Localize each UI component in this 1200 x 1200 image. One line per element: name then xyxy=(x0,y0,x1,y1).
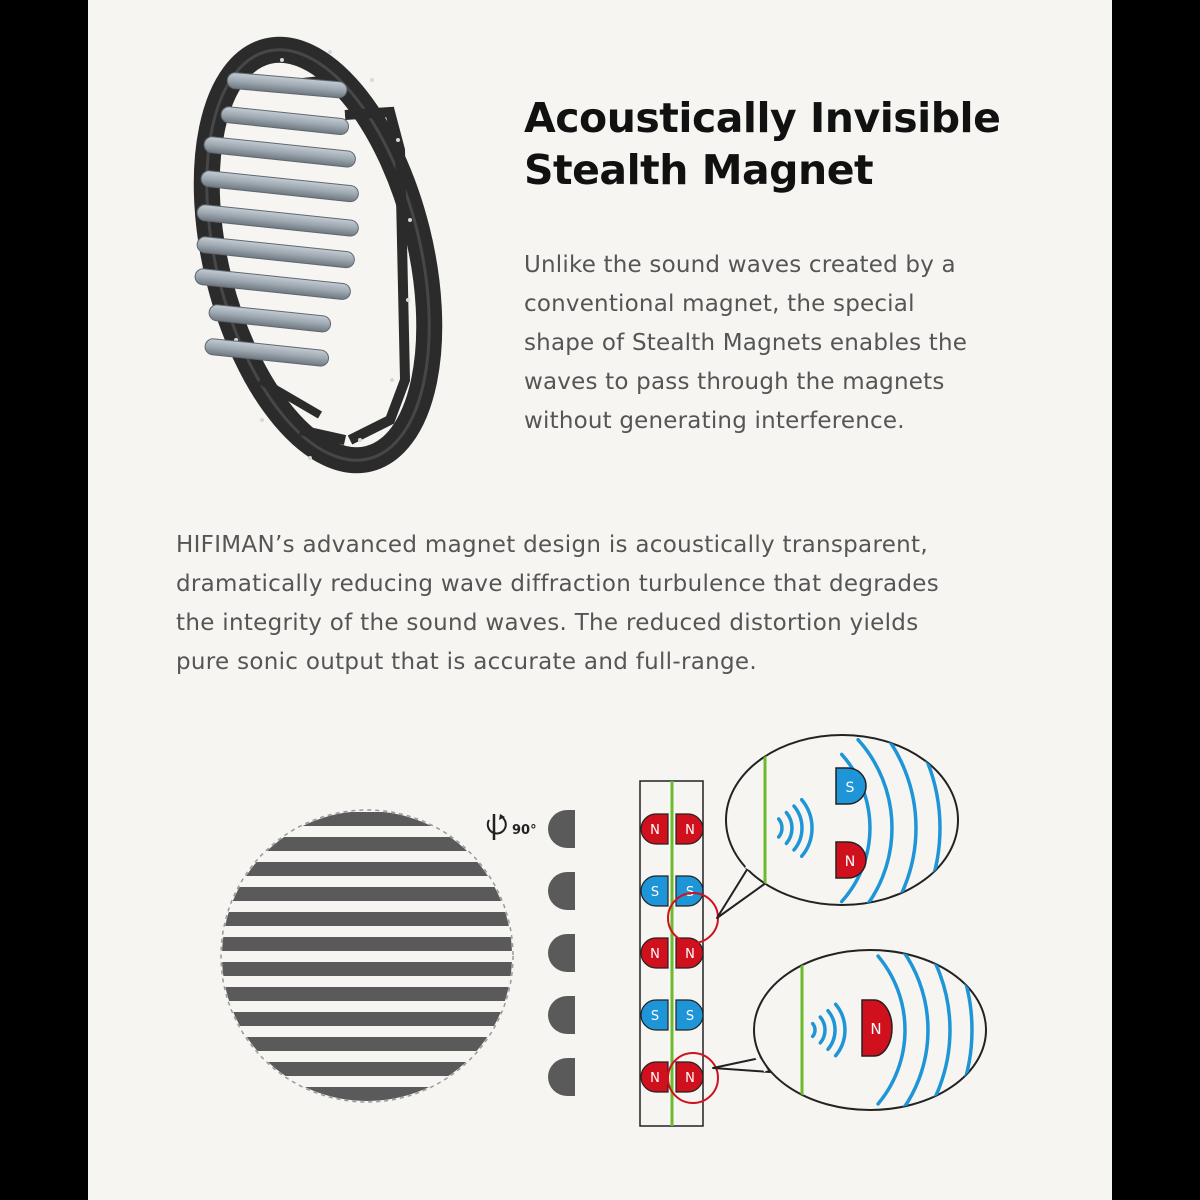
magnet-pole-label: N xyxy=(685,947,695,962)
magnet-pole-label: N xyxy=(685,1071,695,1086)
intro-line: without generating interference. xyxy=(524,408,905,434)
magnet-pole-label: N xyxy=(650,823,660,838)
striped-grille-circle xyxy=(215,810,520,1102)
grille-bar xyxy=(215,987,520,1001)
rotation-label: 90° xyxy=(512,823,537,838)
grille-bar xyxy=(215,912,520,926)
magnet-pole-label: N xyxy=(650,1071,660,1086)
grille-bar xyxy=(215,1012,520,1026)
magnet-pole-label: N xyxy=(870,1020,882,1038)
bubble-magnet-north-large xyxy=(862,1000,892,1056)
bubble-magnet-north xyxy=(836,842,866,878)
magnet-pole-label: S xyxy=(650,1009,660,1024)
grille-bar xyxy=(215,887,520,901)
grille-bar xyxy=(215,812,520,826)
magnet-pole-label: S xyxy=(845,780,855,796)
callout-bubble-top xyxy=(717,708,958,949)
grille-bar xyxy=(215,837,520,851)
magnet-pole-label: S xyxy=(650,885,660,900)
intro-line: conventional magnet, the special xyxy=(524,291,915,317)
grille-bar xyxy=(215,862,520,876)
body-line: pure sonic output that is accurate and full-range. xyxy=(176,649,757,675)
title-line-1: Acoustically Invisible xyxy=(524,94,1001,142)
grille-bar xyxy=(215,962,520,976)
intro-line: shape of Stealth Magnets enables the xyxy=(524,330,968,356)
magnet-pole-label: N xyxy=(685,823,695,838)
magnet-pole-label: N xyxy=(844,854,856,870)
title-line-2: Stealth Magnet xyxy=(524,146,874,194)
callout-bubble-bottom xyxy=(713,913,986,1147)
body-line: dramatically reducing wave diffraction turbulence that degrades xyxy=(176,571,940,597)
body-line: the integrity of the sound waves. The reduced distortion yields xyxy=(176,610,919,636)
intro-line: waves to pass through the magnets xyxy=(524,369,945,395)
grille-bar xyxy=(215,1087,520,1101)
rod-cross-sections xyxy=(548,810,575,1096)
intro-line: Unlike the sound waves created by a xyxy=(524,252,956,278)
grille-bar xyxy=(215,937,520,951)
rotate-icon xyxy=(488,814,506,840)
grille-bar xyxy=(215,1037,520,1051)
magnet-pole-label: S xyxy=(685,1009,695,1024)
magnet-pole-label: S xyxy=(685,885,695,900)
body-line: HIFIMAN’s advanced magnet design is acoustically transparent, xyxy=(176,532,928,558)
grille-bar xyxy=(215,1062,520,1076)
bubble-magnet-south xyxy=(836,768,866,804)
magnet-pole-label: N xyxy=(650,947,660,962)
